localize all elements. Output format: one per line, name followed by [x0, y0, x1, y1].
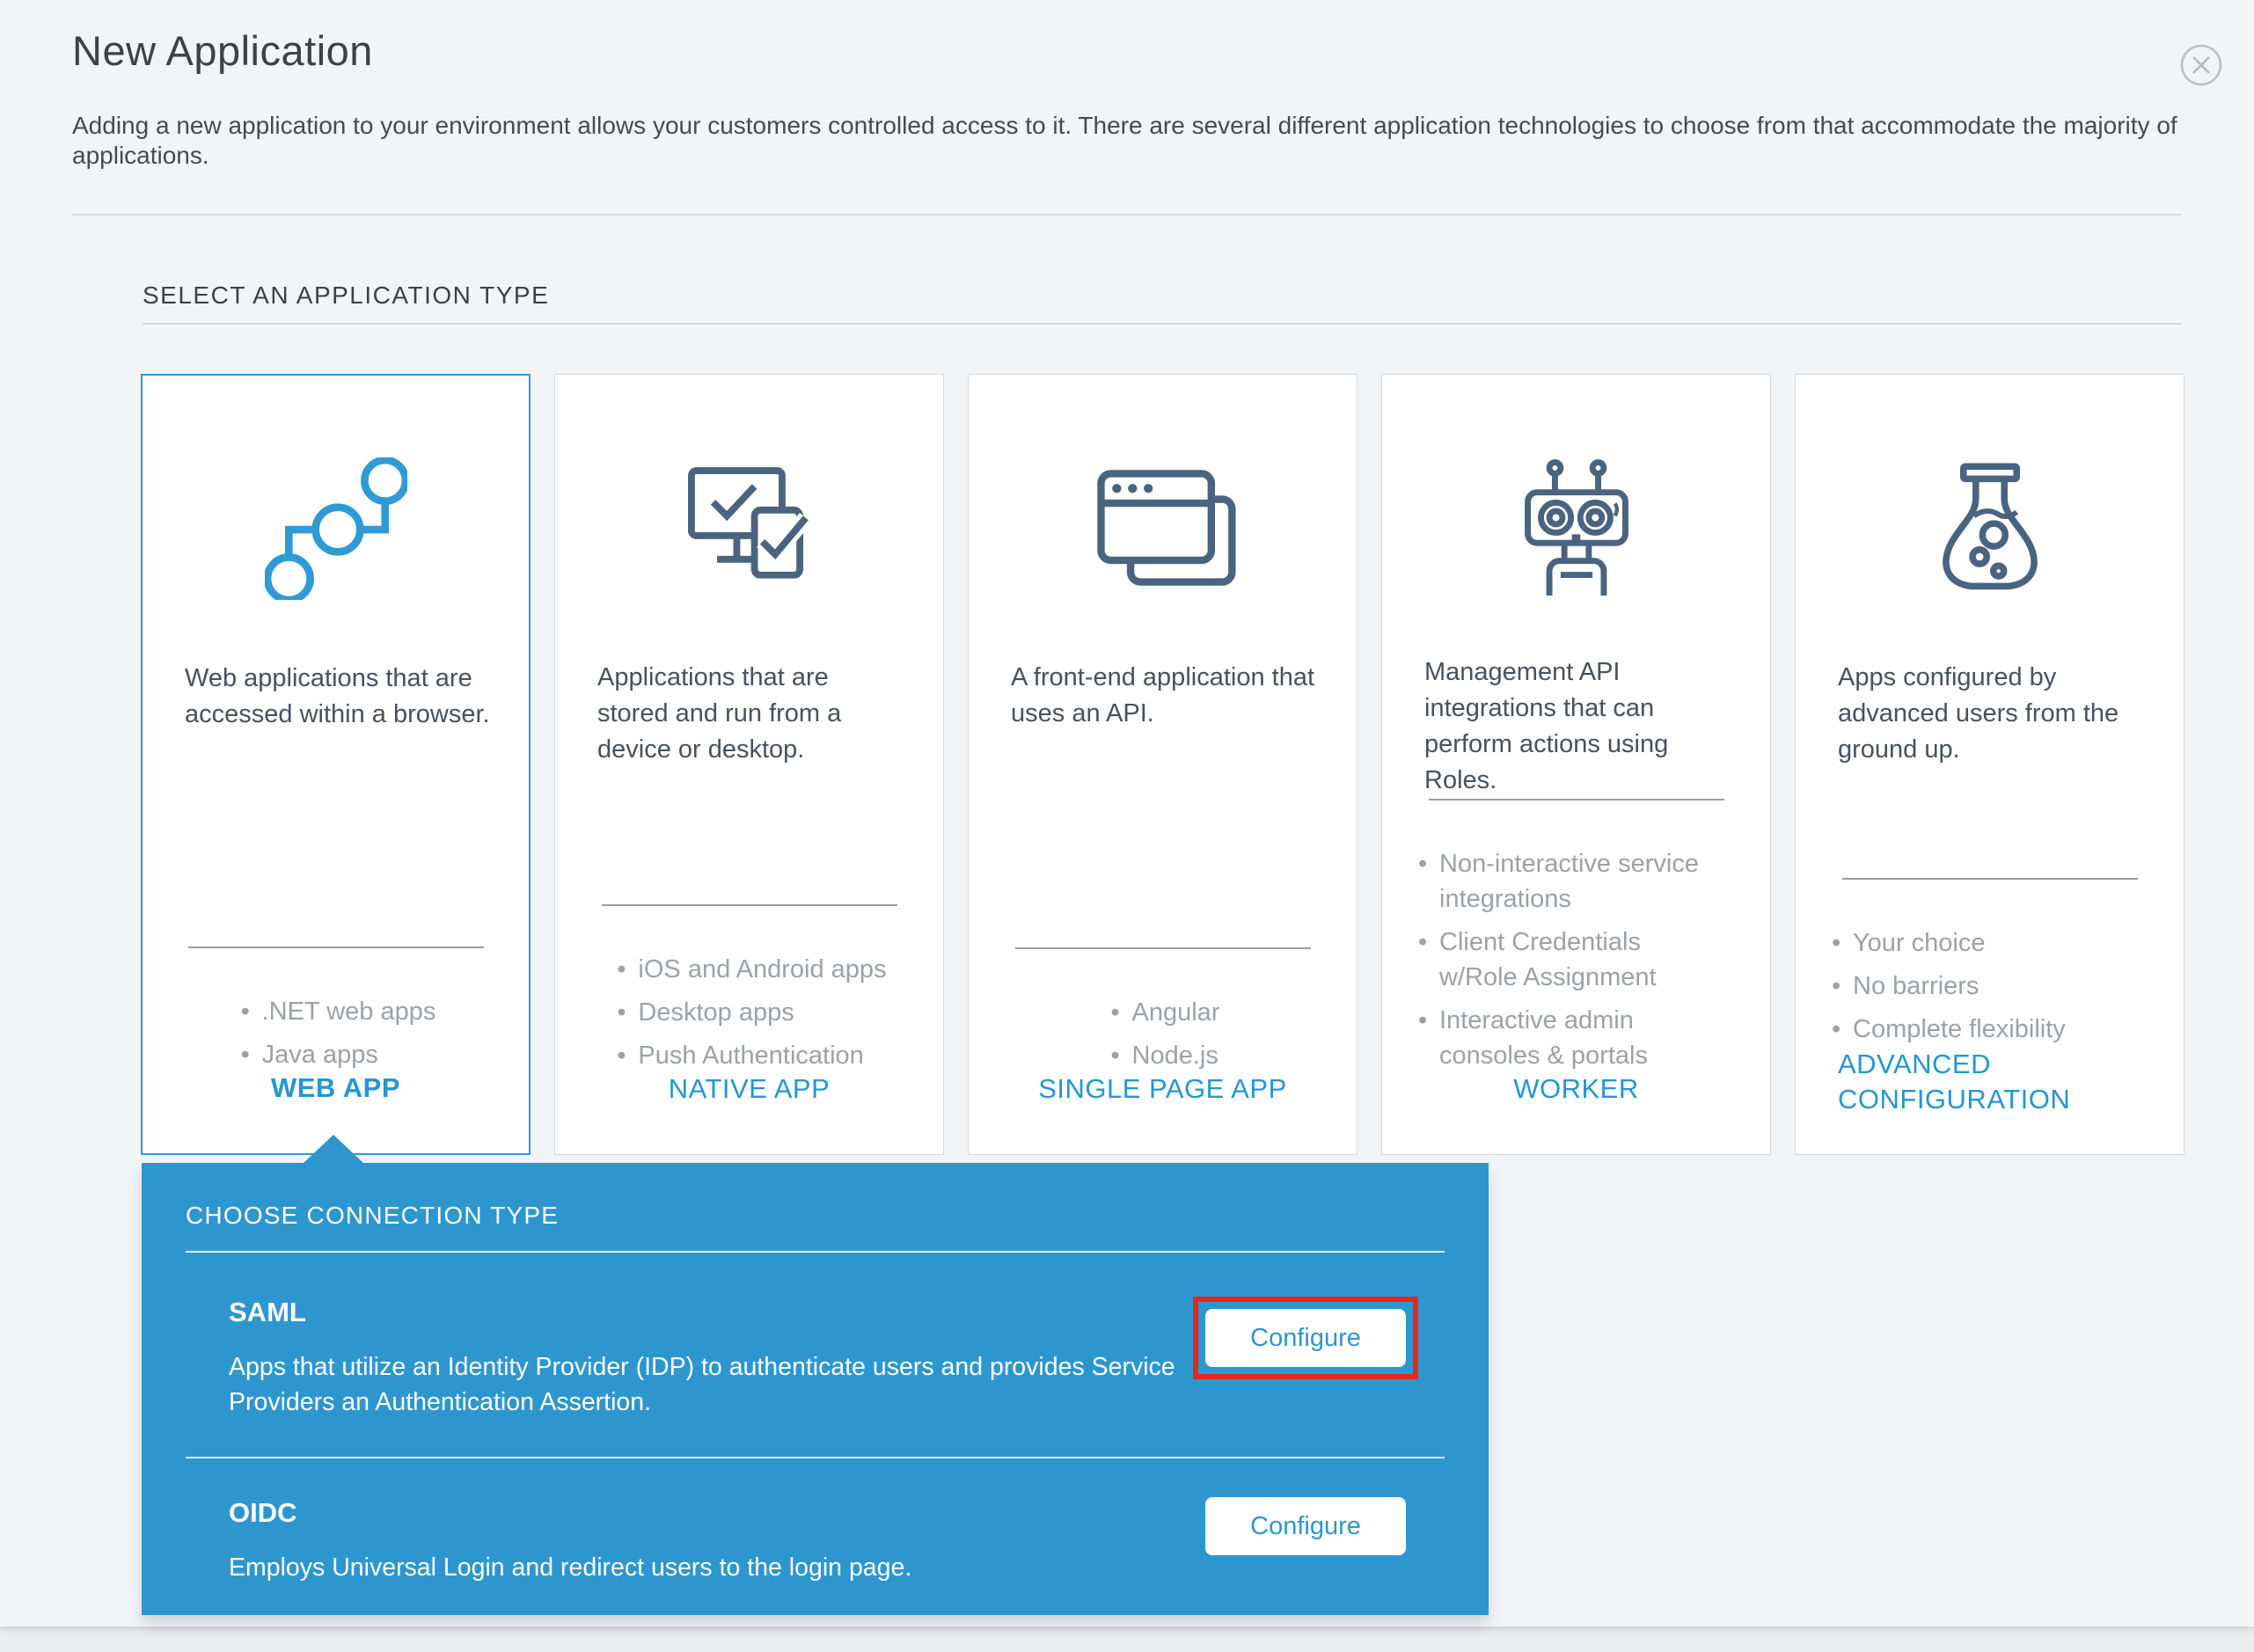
- card-type-label: WORKER: [1513, 1073, 1639, 1104]
- card-type-label: WEB APP: [270, 1072, 401, 1103]
- page-title: New Application: [72, 27, 373, 74]
- card-description: A front-end application that uses an API.: [1011, 663, 1315, 727]
- bullet-item: • Interactive admin consoles & portals: [1413, 1003, 1725, 1073]
- connection-option-saml: [186, 1297, 1445, 1420]
- bullet-item: • Your choice: [1826, 925, 2139, 961]
- card-native-app[interactable]: [554, 374, 944, 1155]
- connection-panel-divider: [186, 1251, 1445, 1253]
- card-bullets: [1413, 846, 1725, 1073]
- connection-description: Apps that utilize an Identity Provider (IDP) to authenticate users and provides Service Providers an Authentication Assertion.: [229, 1353, 1175, 1416]
- card-divider: [188, 947, 484, 948]
- card-single-page-app[interactable]: [968, 374, 1358, 1155]
- card-description: Apps configured by advanced users from the ground up.: [1838, 663, 2119, 764]
- oidc-configure-zone: [1205, 1497, 1406, 1555]
- card-worker[interactable]: [1381, 374, 1771, 1155]
- bullet-item: • Node.js: [1106, 1038, 1220, 1073]
- close-button[interactable]: [2173, 37, 2229, 93]
- card-bullets: [236, 994, 436, 1072]
- bullet-item: • Non-interactive service integrations: [1413, 846, 1725, 917]
- connection-panel-heading: CHOOSE CONNECTION TYPE: [186, 1202, 560, 1229]
- bullet-item: • iOS and Android apps: [611, 952, 886, 987]
- oidc-configure-button[interactable]: Configure: [1205, 1497, 1406, 1555]
- card-advanced-configuration[interactable]: [1795, 374, 2184, 1155]
- web-app-icon: [143, 376, 529, 661]
- section-divider: [143, 323, 2182, 325]
- card-web-app[interactable]: [141, 374, 531, 1155]
- section-label: SELECT AN APPLICATION TYPE: [143, 281, 550, 309]
- card-divider: [602, 904, 897, 906]
- card-type-label: SINGLE PAGE APP: [1038, 1073, 1287, 1104]
- flask-icon: [1796, 375, 2184, 660]
- close-icon: [2173, 37, 2229, 93]
- connection-name: OIDC: [229, 1497, 297, 1528]
- browser-windows-icon: [969, 375, 1357, 660]
- connection-row-divider: [186, 1457, 1445, 1458]
- card-description: Applications that are stored and run from a device or desktop.: [597, 663, 842, 764]
- robot-icon: [1382, 375, 1770, 654]
- connection-option-oidc: [186, 1497, 1445, 1585]
- bullet-item: • Push Authentication: [611, 1038, 886, 1073]
- connection-name: SAML: [229, 1297, 306, 1327]
- card-bullets: [1106, 995, 1220, 1073]
- choose-connection-type-panel: [142, 1163, 1489, 1615]
- bullet-item: • No barriers: [1826, 969, 2139, 1004]
- card-divider: [1429, 799, 1724, 800]
- saml-configure-highlight: [1193, 1297, 1418, 1379]
- modal-description: Adding a new application to your environment allows your customers controlled access to it. There are several different application technologies to choose from that accommodate the majority of applications.: [72, 112, 2177, 169]
- card-divider: [1015, 947, 1311, 949]
- bullet-item: • Client Credentials w/Role Assignment: [1413, 925, 1725, 995]
- desktop-mobile-check-icon: [555, 375, 943, 660]
- card-divider: [1842, 878, 2138, 880]
- card-type-label: NATIVE APP: [668, 1073, 831, 1104]
- bullet-item: • Angular: [1106, 995, 1220, 1030]
- bullet-item: • Complete flexibility: [1826, 1012, 2139, 1047]
- card-bullets: [611, 952, 886, 1073]
- saml-configure-button[interactable]: Configure: [1205, 1309, 1406, 1367]
- header-divider: [72, 214, 2182, 216]
- card-description: Web applications that are accessed within a browser.: [185, 664, 490, 728]
- bullet-item: • Desktop apps: [611, 995, 886, 1030]
- application-type-cards: [141, 374, 2184, 1155]
- card-bullets: [1826, 925, 2139, 1047]
- connection-description: Employs Universal Login and redirect users to the login page.: [229, 1553, 912, 1582]
- bullet-item: • Java apps: [236, 1037, 436, 1072]
- card-type-label: ADVANCED CONFIGURATION: [1838, 1049, 2071, 1115]
- bullet-item: • .NET web apps: [236, 994, 436, 1029]
- card-description: Management API integrations that can perform actions using Roles.: [1424, 658, 1669, 794]
